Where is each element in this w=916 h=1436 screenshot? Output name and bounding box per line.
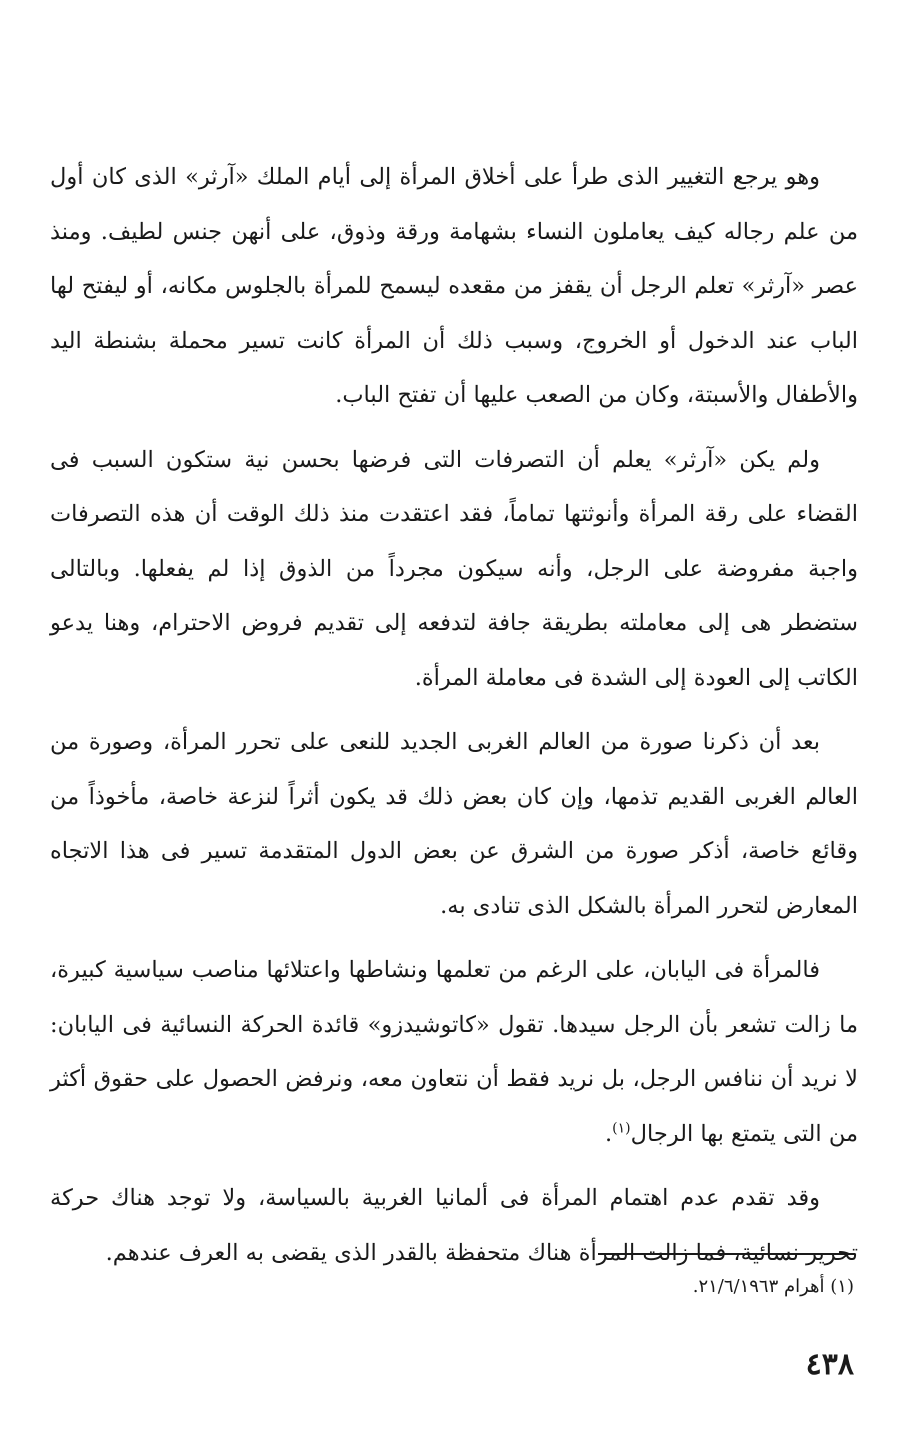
paragraph-1-text: وهو يرجع التغيير الذى طرأ على أخلاق المرأة إلى أيام الملك «آرثر» الذى كان أول من علم رجاله كيف يعاملون النساء بشهامة ورقة وذوق، على أنهن جنس لطيف. ومنذ عصر «آرثر» تعلم الرجل أن يقفز من مقعده ليسمح للمرأة بالجلوس مكانه، أو ليفتح لها الباب عند الدخول أو الخروج، وسبب ذلك أن المرأة كانت تسير محملة بشنطة اليد والأطفال والأسبتة، وكان من الصعب عليها أن تفتح الباب.	[50, 164, 858, 408]
paragraph-4-text: فالمرأة فى اليابان، على الرغم من تعلمها ونشاطها واعتلائها مناصب سياسية كبيرة، ما زالت تشعر بأن الرجل سيدها. تقول «كاتوشيدزو» قائدة الحركة النسائية فى اليابان: لا نريد أن ننافس الرجل، بل نريد فقط أن نتعاون معه، ونرفض الحصول على حقوق أكثر من التى يتمتع بها الرجال	[50, 957, 858, 1147]
paragraph-4	[50, 943, 858, 1161]
body-text	[50, 150, 858, 1290]
footnote-divider	[598, 1253, 855, 1255]
paragraph-2-text: ولم يكن «آرثر» يعلم أن التصرفات التى فرضها بحسن نية ستكون السبب فى القضاء على رقة المرأة وأنوثتها تماماً، فقد اعتقدت منذ ذلك الوقت أن هذه التصرفات واجبة مفروضة على الرجل، وأنه سيكون مجرداً من الذوق إذا لم يفعلها. وبالتالى ستضطر هى إلى معاملته بطريقة جافة لتدفعه إلى تقديم فروض الاحترام، وهنا يدعو الكاتب إلى العودة إلى الشدة فى معاملة المرأة.	[50, 446, 858, 691]
paragraph-5-text: وقد تقدم عدم اهتمام المرأة فى ألمانيا الغربية بالسياسة، ولا توجد هناك حركة تحرير نسائية، فما زالت المرأة هناك متحفظة بالقدر الذى يقضى به العرف عندهم.	[50, 1185, 858, 1266]
paragraph-3	[50, 715, 858, 933]
footnote: (١) أهرام ٢١/٦/١٩٦٣.	[692, 1276, 854, 1297]
footnote-reference[interactable]: (١)	[612, 1120, 631, 1136]
paragraph-1	[50, 150, 858, 423]
page-number: ٤٣٨	[805, 1347, 854, 1382]
paragraph-4-tail: .	[604, 1120, 613, 1147]
paragraph-3-text: بعد أن ذكرنا صورة من العالم الغربى الجديد للنعى على تحرر المرأة، وصورة من العالم الغربى القديم تذمها، وإن كان بعض ذلك قد يكون أثراً لنزعة خاصة، مأخوذاً من وقائع خاصة، أذكر صورة من الشرق عن بعض الدول المتقدمة تسير فى هذا الاتجاه المعارض لتحرر المرأة بالشكل الذى تنادى به.	[50, 729, 858, 919]
paragraph-5	[50, 1171, 858, 1280]
paragraph-2	[50, 433, 858, 706]
